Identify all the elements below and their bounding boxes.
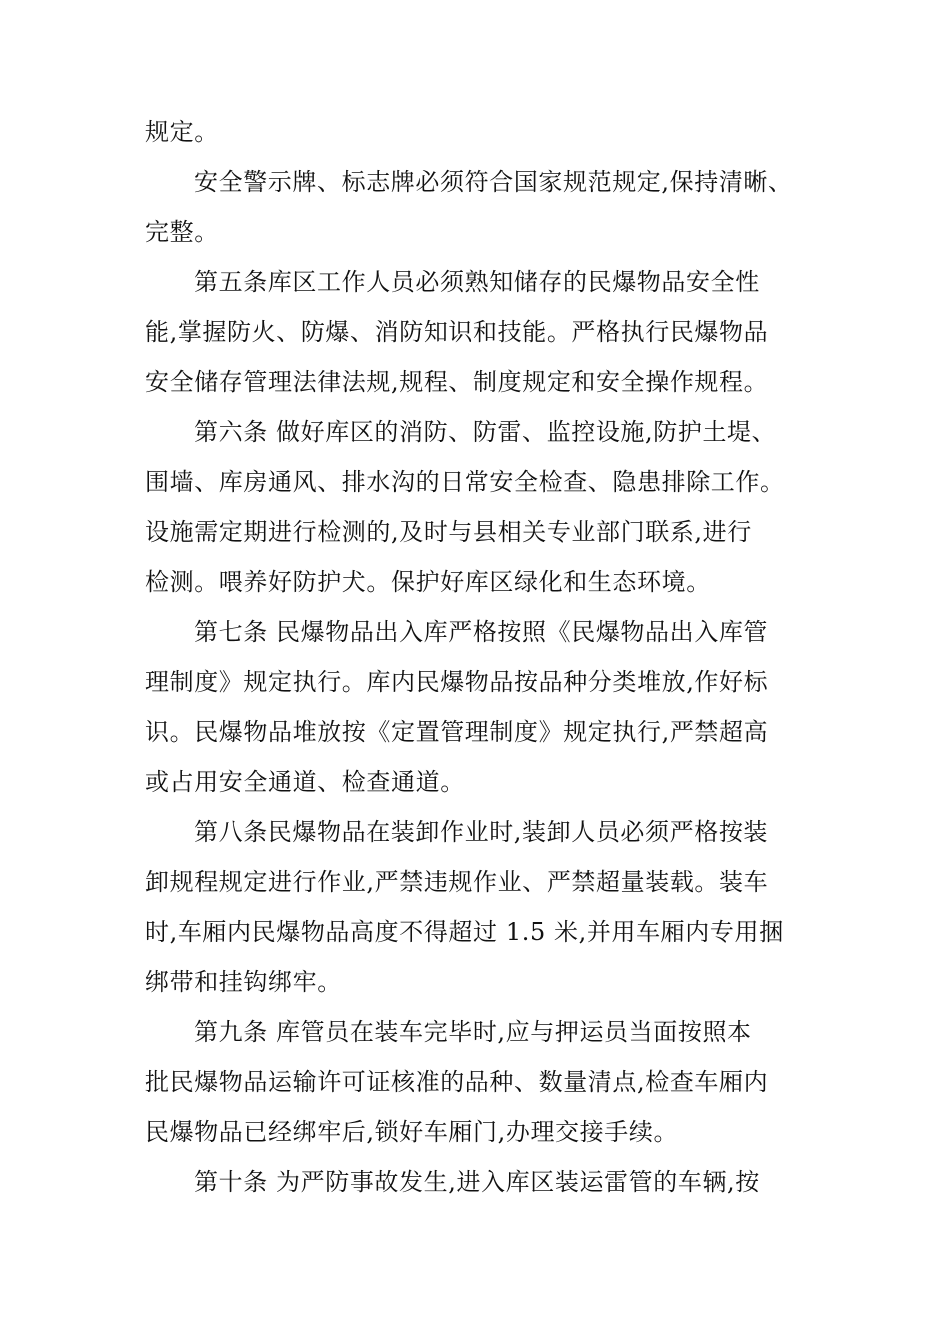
text-line: 时,车厢内民爆物品高度不得超过 1.5 米,并用车厢内专用捆: [145, 918, 784, 946]
paragraph-start-line: 第五条库区工作人员必须熟知储存的民爆物品安全性: [194, 268, 760, 296]
text-line: 规定。: [145, 118, 219, 146]
paragraph-start-line: 第十条 为严防事故发生,进入库区装运雷管的车辆,按: [194, 1168, 760, 1196]
paragraph-start-line: 安全警示牌、标志牌必须符合国家规范规定,保持清晰、: [194, 168, 793, 196]
text-line: 民爆物品已经绑牢后,锁好车厢门,办理交接手续。: [145, 1118, 679, 1146]
text-line: 完整。: [145, 218, 219, 246]
text-line: 检测。喂养好防护犬。保护好库区绿化和生态环境。: [145, 568, 711, 596]
text-line: 围墙、库房通风、排水沟的日常安全检查、隐患排除工作。: [145, 468, 785, 496]
text-line: 安全储存管理法律法规,规程、制度规定和安全操作规程。: [145, 368, 769, 396]
text-line: 理制度》规定执行。库内民爆物品按品种分类堆放,作好标: [145, 668, 769, 696]
paragraph-start-line: 第八条民爆物品在装卸作业时,装卸人员必须严格按装: [194, 818, 769, 846]
paragraph-start-line: 第九条 库管员在装车完毕时,应与押运员当面按照本: [194, 1018, 752, 1046]
text-line: 能,掌握防火、防爆、消防知识和技能。严格执行民爆物品: [145, 318, 769, 346]
paragraph-start-line: 第六条 做好库区的消防、防雷、监控设施,防护土堤、: [194, 418, 777, 446]
text-line: 批民爆物品运输许可证核准的品种、数量清点,检查车厢内: [145, 1068, 769, 1096]
text-line: 设施需定期进行检测的,及时与县相关专业部门联系,进行: [145, 518, 752, 546]
text-line: 识。民爆物品堆放按《定置管理制度》规定执行,严禁超高: [145, 718, 769, 746]
paragraph-start-line: 第七条 民爆物品出入库严格按照《民爆物品出入库管: [194, 618, 769, 646]
text-line: 卸规程规定进行作业,严禁违规作业、严禁超量装载。装车: [145, 868, 769, 896]
text-line: 绑带和挂钩绑牢。: [145, 968, 342, 996]
text-line: 或占用安全通道、检查通道。: [145, 768, 465, 796]
